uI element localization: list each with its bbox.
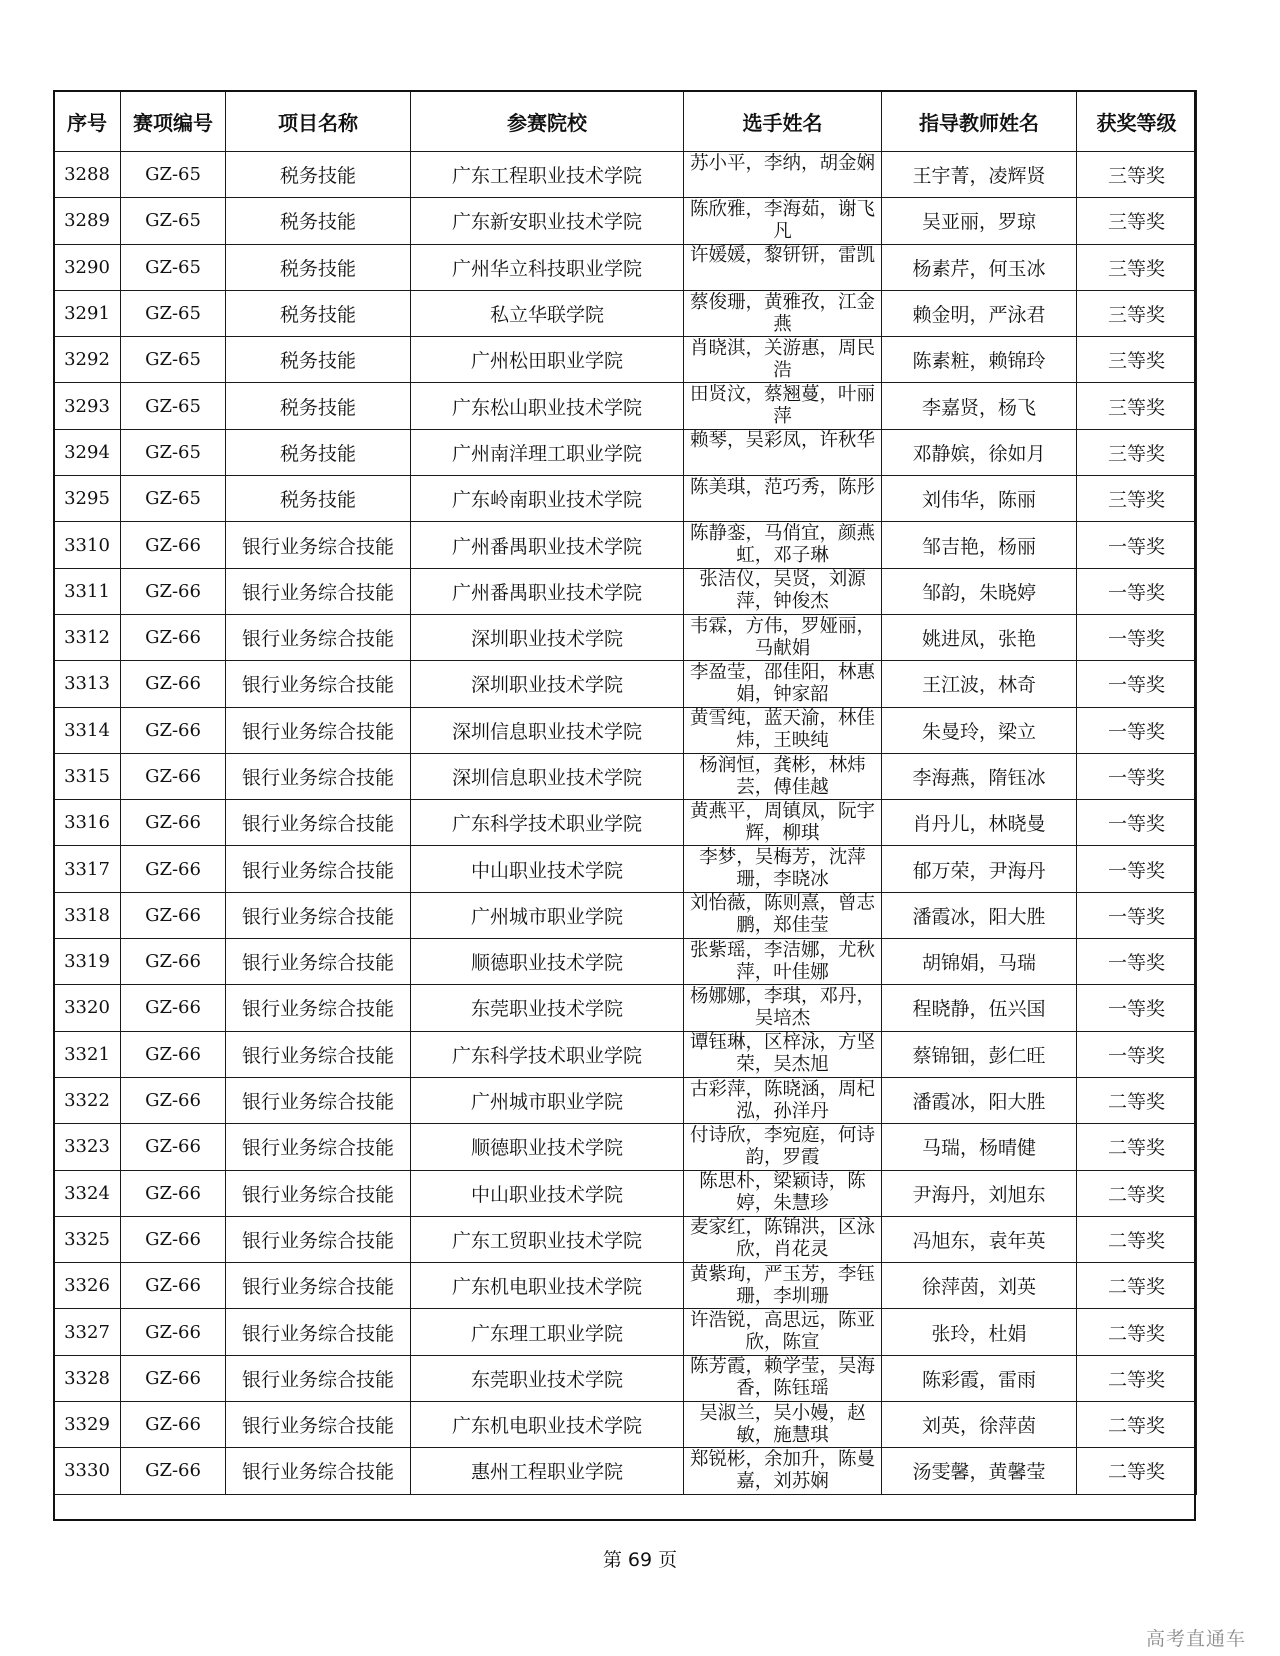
- row-school-cell: 广东松山职业技术学院: [411, 383, 684, 429]
- students-text: 付诗欣，李宛庭，何诗韵，罗霞: [689, 1124, 875, 1168]
- row-teachers-cell: 赖金明，严泳君: [882, 290, 1077, 336]
- row-event-code-cell: GZ-66: [121, 939, 226, 985]
- row-project-cell: 银行业务综合技能: [226, 800, 411, 846]
- row-award-cell: 二等奖: [1077, 1170, 1197, 1216]
- row-seq-cell: 3292: [54, 337, 121, 383]
- row-school-cell: 广州番禺职业技术学院: [411, 568, 684, 614]
- table-row: [54, 846, 1197, 892]
- table-body: [54, 152, 1197, 1495]
- row-teachers-cell: 马瑞，杨晴健: [882, 1124, 1077, 1170]
- row-project-cell: 银行业务综合技能: [226, 707, 411, 753]
- row-school-cell: 广东科学技术职业学院: [411, 1031, 684, 1077]
- row-seq-cell: 3325: [54, 1216, 121, 1262]
- row-school-cell: 广东新安职业技术学院: [411, 198, 684, 244]
- students-text: 赖琴，吴彩凤，许秋华: [689, 430, 875, 452]
- row-school-cell: 顺德职业技术学院: [411, 939, 684, 985]
- row-seq-cell: 3294: [54, 429, 121, 475]
- row-students-cell: [684, 985, 882, 1031]
- table-row: [54, 290, 1197, 336]
- row-event-code-cell: GZ-66: [121, 1077, 226, 1123]
- row-seq-cell: 3320: [54, 985, 121, 1031]
- row-event-code-cell: GZ-66: [121, 1124, 226, 1170]
- students-text: 韦霖，方伟，罗娅丽，马献娟: [689, 615, 875, 659]
- row-event-code-cell: GZ-66: [121, 800, 226, 846]
- row-event-code-cell: GZ-66: [121, 1355, 226, 1401]
- row-school-cell: 广东工贸职业技术学院: [411, 1216, 684, 1262]
- row-event-code-cell: GZ-65: [121, 152, 226, 198]
- row-school-cell: 广东机电职业技术学院: [411, 1402, 684, 1448]
- students-text: 陈静銮，马俏宜，颜燕虹，邓子琳: [689, 523, 875, 567]
- row-award-cell: 三等奖: [1077, 198, 1197, 244]
- row-event-code-cell: GZ-66: [121, 568, 226, 614]
- row-event-code-cell: GZ-66: [121, 1216, 226, 1262]
- students-text: 黄燕平，周镇凤，阮宇辉，柳琪: [689, 800, 875, 844]
- row-project-cell: 银行业务综合技能: [226, 1355, 411, 1401]
- row-award-cell: 三等奖: [1077, 383, 1197, 429]
- row-event-code-cell: GZ-65: [121, 429, 226, 475]
- row-seq-cell: 3323: [54, 1124, 121, 1170]
- table-row: [54, 337, 1197, 383]
- row-seq-cell: 3315: [54, 753, 121, 799]
- row-school-cell: 广东科学技术职业学院: [411, 800, 684, 846]
- students-text: 许浩锐，高思远，陈亚欣，陈宣: [689, 1310, 875, 1354]
- row-teachers-cell: 姚进凤，张艳: [882, 614, 1077, 660]
- row-project-cell: 税务技能: [226, 198, 411, 244]
- row-students-cell: [684, 614, 882, 660]
- row-award-cell: 一等奖: [1077, 753, 1197, 799]
- row-school-cell: 东莞职业技术学院: [411, 985, 684, 1031]
- table-row: [54, 1124, 1197, 1170]
- row-teachers-cell: 程晓静，伍兴国: [882, 985, 1077, 1031]
- watermark-text: 高考直通车: [1145, 1628, 1246, 1650]
- header-col-teachers: 指导教师姓名: [882, 91, 1077, 152]
- row-award-cell: 二等奖: [1077, 1309, 1197, 1355]
- row-project-cell: 银行业务综合技能: [226, 892, 411, 938]
- row-project-cell: 税务技能: [226, 383, 411, 429]
- students-text: 李梦，吴梅芳，沈萍珊，李晓冰: [699, 847, 866, 891]
- row-students-cell: [684, 152, 882, 198]
- table-row: [54, 892, 1197, 938]
- row-seq-cell: 3322: [54, 1077, 121, 1123]
- row-school-cell: 广州城市职业学院: [411, 892, 684, 938]
- row-students-cell: [684, 892, 882, 938]
- row-school-cell: 顺德职业技术学院: [411, 1124, 684, 1170]
- row-project-cell: 银行业务综合技能: [226, 614, 411, 660]
- row-project-cell: 税务技能: [226, 244, 411, 290]
- row-teachers-cell: 冯旭东，袁年英: [882, 1216, 1077, 1262]
- row-teachers-cell: 徐萍茵，刘英: [882, 1263, 1077, 1309]
- row-project-cell: 银行业务综合技能: [226, 661, 411, 707]
- award-results-table: [53, 90, 1197, 1495]
- row-award-cell: 一等奖: [1077, 892, 1197, 938]
- row-students-cell: [684, 800, 882, 846]
- row-event-code-cell: GZ-66: [121, 1031, 226, 1077]
- row-event-code-cell: GZ-65: [121, 476, 226, 522]
- row-teachers-cell: 邓静嫔，徐如月: [882, 429, 1077, 475]
- row-award-cell: 一等奖: [1077, 985, 1197, 1031]
- row-award-cell: 三等奖: [1077, 290, 1197, 336]
- row-event-code-cell: GZ-66: [121, 707, 226, 753]
- row-event-code-cell: GZ-66: [121, 614, 226, 660]
- row-teachers-cell: 陈素粧，赖锦玲: [882, 337, 1077, 383]
- row-school-cell: 私立华联学院: [411, 290, 684, 336]
- row-seq-cell: 3329: [54, 1402, 121, 1448]
- row-seq-cell: 3324: [54, 1170, 121, 1216]
- header-col-school: 参赛院校: [411, 91, 684, 152]
- row-teachers-cell: 刘伟华，陈丽: [882, 476, 1077, 522]
- students-text: 陈思朴，梁颖诗，陈婷，朱慧珍: [699, 1171, 866, 1215]
- table-row: [54, 152, 1197, 198]
- row-project-cell: 银行业务综合技能: [226, 1170, 411, 1216]
- row-project-cell: 银行业务综合技能: [226, 1402, 411, 1448]
- row-students-cell: [684, 198, 882, 244]
- row-award-cell: 一等奖: [1077, 1031, 1197, 1077]
- row-seq-cell: 3313: [54, 661, 121, 707]
- row-students-cell: [684, 661, 882, 707]
- row-students-cell: [684, 1309, 882, 1355]
- students-text: 苏小平，李纳，胡金娴: [689, 152, 875, 174]
- row-event-code-cell: GZ-66: [121, 753, 226, 799]
- row-award-cell: 二等奖: [1077, 1402, 1197, 1448]
- row-project-cell: 银行业务综合技能: [226, 568, 411, 614]
- row-teachers-cell: 张玲，杜娟: [882, 1309, 1077, 1355]
- row-seq-cell: 3314: [54, 707, 121, 753]
- row-school-cell: 东莞职业技术学院: [411, 1355, 684, 1401]
- row-students-cell: [684, 707, 882, 753]
- row-seq-cell: 3327: [54, 1309, 121, 1355]
- header-col-award: 获奖等级: [1077, 91, 1197, 152]
- header-col-project: 项目名称: [226, 91, 411, 152]
- row-award-cell: 二等奖: [1077, 1077, 1197, 1123]
- row-seq-cell: 3310: [54, 522, 121, 568]
- row-award-cell: 三等奖: [1077, 244, 1197, 290]
- row-event-code-cell: GZ-66: [121, 1170, 226, 1216]
- row-award-cell: 一等奖: [1077, 568, 1197, 614]
- table-row: [54, 1031, 1197, 1077]
- students-text: 黄雪纯，蓝天渝，林佳炜，王映纯: [689, 708, 875, 752]
- row-seq-cell: 3316: [54, 800, 121, 846]
- table-row: [54, 244, 1197, 290]
- table-header-row: [54, 91, 1197, 152]
- table-row: [54, 985, 1197, 1031]
- students-text: 陈芳霞，赖学莹，吴海香，陈钰瑶: [689, 1356, 875, 1400]
- row-seq-cell: 3330: [54, 1448, 121, 1494]
- row-seq-cell: 3318: [54, 892, 121, 938]
- header-col-students: 选手姓名: [684, 91, 882, 152]
- table-row: [54, 1263, 1197, 1309]
- row-project-cell: 银行业务综合技能: [226, 1263, 411, 1309]
- row-teachers-cell: 李海燕，隋钰冰: [882, 753, 1077, 799]
- row-students-cell: [684, 1124, 882, 1170]
- row-students-cell: [684, 1077, 882, 1123]
- table-row: [54, 614, 1197, 660]
- row-project-cell: 税务技能: [226, 429, 411, 475]
- row-seq-cell: 3311: [54, 568, 121, 614]
- row-teachers-cell: 汤雯馨，黄馨莹: [882, 1448, 1077, 1494]
- row-students-cell: [684, 522, 882, 568]
- row-project-cell: 银行业务综合技能: [226, 939, 411, 985]
- row-project-cell: 税务技能: [226, 152, 411, 198]
- row-school-cell: 惠州工程职业学院: [411, 1448, 684, 1494]
- row-project-cell: 银行业务综合技能: [226, 1309, 411, 1355]
- row-seq-cell: 3317: [54, 846, 121, 892]
- row-teachers-cell: 王江波，林奇: [882, 661, 1077, 707]
- row-seq-cell: 3291: [54, 290, 121, 336]
- table-row: [54, 198, 1197, 244]
- row-seq-cell: 3289: [54, 198, 121, 244]
- row-project-cell: 税务技能: [226, 476, 411, 522]
- row-school-cell: 深圳信息职业技术学院: [411, 753, 684, 799]
- row-students-cell: [684, 846, 882, 892]
- row-students-cell: [684, 753, 882, 799]
- row-school-cell: 广州番禺职业技术学院: [411, 522, 684, 568]
- row-award-cell: 三等奖: [1077, 152, 1197, 198]
- students-text: 杨润恒，龚彬，林炜芸，傅佳越: [699, 754, 866, 798]
- row-event-code-cell: GZ-66: [121, 985, 226, 1031]
- row-teachers-cell: 刘英，徐萍茵: [882, 1402, 1077, 1448]
- students-text: 李盈莹，邵佳阳，林惠娟，钟家韶: [689, 661, 875, 705]
- row-students-cell: [684, 429, 882, 475]
- row-project-cell: 税务技能: [226, 337, 411, 383]
- row-event-code-cell: GZ-66: [121, 846, 226, 892]
- row-award-cell: 一等奖: [1077, 939, 1197, 985]
- row-students-cell: [684, 1263, 882, 1309]
- row-teachers-cell: 邹韵，朱晓婷: [882, 568, 1077, 614]
- row-school-cell: 广州南洋理工职业学院: [411, 429, 684, 475]
- students-text: 刘怡薇，陈则熹，曾志鹏，郑佳莹: [689, 893, 875, 937]
- table-row: [54, 476, 1197, 522]
- table-row: [54, 1216, 1197, 1262]
- row-teachers-cell: 肖丹儿，林晓曼: [882, 800, 1077, 846]
- row-students-cell: [684, 290, 882, 336]
- row-teachers-cell: 李嘉贤，杨飞: [882, 383, 1077, 429]
- table-row: [54, 568, 1197, 614]
- row-event-code-cell: GZ-66: [121, 1448, 226, 1494]
- row-school-cell: 广东机电职业技术学院: [411, 1263, 684, 1309]
- students-text: 张紫瑶，李洁娜，尤秋萍，叶佳娜: [689, 939, 875, 983]
- table-row: [54, 1355, 1197, 1401]
- students-text: 陈美琪，范巧秀，陈彤: [689, 476, 875, 498]
- row-award-cell: 三等奖: [1077, 476, 1197, 522]
- row-event-code-cell: GZ-65: [121, 244, 226, 290]
- row-teachers-cell: 蔡锦钿，彭仁旺: [882, 1031, 1077, 1077]
- row-event-code-cell: GZ-66: [121, 522, 226, 568]
- row-teachers-cell: 潘霞冰，阳大胜: [882, 892, 1077, 938]
- row-award-cell: 一等奖: [1077, 800, 1197, 846]
- row-award-cell: 二等奖: [1077, 1355, 1197, 1401]
- row-project-cell: 银行业务综合技能: [226, 846, 411, 892]
- row-teachers-cell: 邹吉艳，杨丽: [882, 522, 1077, 568]
- students-text: 陈欣雅，李海茹，谢飞凡: [689, 198, 875, 242]
- row-students-cell: [684, 383, 882, 429]
- row-school-cell: 广东理工职业学院: [411, 1309, 684, 1355]
- table-row: [54, 661, 1197, 707]
- row-award-cell: 三等奖: [1077, 337, 1197, 383]
- students-text: 肖晓淇，关游惠，周民浩: [689, 337, 875, 381]
- table-row: [54, 429, 1197, 475]
- students-text: 吴淑兰，吴小嫚，赵敏，施慧琪: [699, 1402, 866, 1446]
- row-teachers-cell: 郁万荣，尹海丹: [882, 846, 1077, 892]
- row-students-cell: [684, 1355, 882, 1401]
- row-project-cell: 银行业务综合技能: [226, 1124, 411, 1170]
- row-project-cell: 银行业务综合技能: [226, 1216, 411, 1262]
- row-event-code-cell: GZ-65: [121, 198, 226, 244]
- table-row: [54, 707, 1197, 753]
- row-event-code-cell: GZ-65: [121, 383, 226, 429]
- row-school-cell: 广东工程职业技术学院: [411, 152, 684, 198]
- table-row: [54, 800, 1197, 846]
- row-teachers-cell: 杨素芹，何玉冰: [882, 244, 1077, 290]
- row-students-cell: [684, 1402, 882, 1448]
- table-row: [54, 1077, 1197, 1123]
- row-teachers-cell: 王宇菁，凌辉贤: [882, 152, 1077, 198]
- row-students-cell: [684, 1216, 882, 1262]
- row-students-cell: [684, 939, 882, 985]
- row-event-code-cell: GZ-66: [121, 1309, 226, 1355]
- table-row: [54, 1309, 1197, 1355]
- row-school-cell: 广东岭南职业技术学院: [411, 476, 684, 522]
- row-students-cell: [684, 476, 882, 522]
- row-students-cell: [684, 244, 882, 290]
- row-school-cell: 深圳信息职业技术学院: [411, 707, 684, 753]
- row-school-cell: 深圳职业技术学院: [411, 614, 684, 660]
- students-text: 许媛媛，黎钘钘，雷凯: [689, 245, 875, 267]
- row-students-cell: [684, 568, 882, 614]
- row-event-code-cell: GZ-66: [121, 892, 226, 938]
- page-number: 第 69 页: [602, 1549, 678, 1571]
- students-text: 黄紫珣，严玉芳，李钰珊，李圳珊: [689, 1263, 875, 1307]
- row-teachers-cell: 尹海丹，刘旭东: [882, 1170, 1077, 1216]
- row-school-cell: 中山职业技术学院: [411, 846, 684, 892]
- row-project-cell: 银行业务综合技能: [226, 753, 411, 799]
- row-award-cell: 二等奖: [1077, 1263, 1197, 1309]
- students-text: 麦家红，陈锦洪，区泳欣，肖花灵: [689, 1217, 875, 1261]
- row-award-cell: 一等奖: [1077, 707, 1197, 753]
- row-seq-cell: 3293: [54, 383, 121, 429]
- row-seq-cell: 3312: [54, 614, 121, 660]
- row-students-cell: [684, 1031, 882, 1077]
- row-event-code-cell: GZ-66: [121, 1263, 226, 1309]
- row-teachers-cell: 潘霞冰，阳大胜: [882, 1077, 1077, 1123]
- row-school-cell: 广州华立科技职业学院: [411, 244, 684, 290]
- row-seq-cell: 3321: [54, 1031, 121, 1077]
- header-col-seq: 序号: [54, 91, 121, 152]
- row-project-cell: 银行业务综合技能: [226, 985, 411, 1031]
- row-award-cell: 二等奖: [1077, 1124, 1197, 1170]
- row-teachers-cell: 朱曼玲，梁立: [882, 707, 1077, 753]
- row-school-cell: 中山职业技术学院: [411, 1170, 684, 1216]
- row-students-cell: [684, 1170, 882, 1216]
- row-project-cell: 银行业务综合技能: [226, 522, 411, 568]
- row-event-code-cell: GZ-65: [121, 290, 226, 336]
- table-row: [54, 1402, 1197, 1448]
- students-text: 谭钰琳，区梓泳，方坚荣，吴杰旭: [689, 1032, 875, 1076]
- table-row: [54, 1170, 1197, 1216]
- row-event-code-cell: GZ-65: [121, 337, 226, 383]
- row-award-cell: 二等奖: [1077, 1448, 1197, 1494]
- row-teachers-cell: 胡锦娟，马瑞: [882, 939, 1077, 985]
- row-seq-cell: 3290: [54, 244, 121, 290]
- row-school-cell: 广州城市职业学院: [411, 1077, 684, 1123]
- row-seq-cell: 3326: [54, 1263, 121, 1309]
- row-school-cell: 广州松田职业学院: [411, 337, 684, 383]
- row-seq-cell: 3295: [54, 476, 121, 522]
- row-award-cell: 一等奖: [1077, 522, 1197, 568]
- row-students-cell: [684, 1448, 882, 1494]
- row-award-cell: 二等奖: [1077, 1216, 1197, 1262]
- row-seq-cell: 3328: [54, 1355, 121, 1401]
- row-teachers-cell: 吴亚丽，罗琼: [882, 198, 1077, 244]
- row-project-cell: 银行业务综合技能: [226, 1031, 411, 1077]
- table-row: [54, 939, 1197, 985]
- row-students-cell: [684, 337, 882, 383]
- students-text: 古彩萍，陈晓涵，周杞泓，孙洋丹: [689, 1078, 875, 1122]
- header-col-event-code: 赛项编号: [121, 91, 226, 152]
- row-project-cell: 银行业务综合技能: [226, 1448, 411, 1494]
- students-text: 蔡俊珊，黄雅孜，江金燕: [689, 291, 875, 335]
- row-award-cell: 一等奖: [1077, 661, 1197, 707]
- table-row: [54, 522, 1197, 568]
- row-award-cell: 三等奖: [1077, 429, 1197, 475]
- row-project-cell: 银行业务综合技能: [226, 1077, 411, 1123]
- row-teachers-cell: 陈彩霞，雷雨: [882, 1355, 1077, 1401]
- students-text: 张洁仪，吴贤，刘源萍，钟俊杰: [699, 569, 866, 613]
- row-award-cell: 一等奖: [1077, 846, 1197, 892]
- row-school-cell: 深圳职业技术学院: [411, 661, 684, 707]
- row-event-code-cell: GZ-66: [121, 1402, 226, 1448]
- row-seq-cell: 3288: [54, 152, 121, 198]
- row-seq-cell: 3319: [54, 939, 121, 985]
- table-row: [54, 753, 1197, 799]
- table-row: [54, 383, 1197, 429]
- table-row: [54, 1448, 1197, 1494]
- students-text: 杨娜娜，李琪，邓丹，吴培杰: [689, 985, 875, 1029]
- students-text: 郑锐彬，余加升，陈曼嘉，刘苏娴: [689, 1448, 875, 1492]
- students-text: 田贤汶，蔡翘蔓，叶丽萍: [689, 384, 875, 428]
- row-event-code-cell: GZ-66: [121, 661, 226, 707]
- row-award-cell: 一等奖: [1077, 614, 1197, 660]
- row-project-cell: 税务技能: [226, 290, 411, 336]
